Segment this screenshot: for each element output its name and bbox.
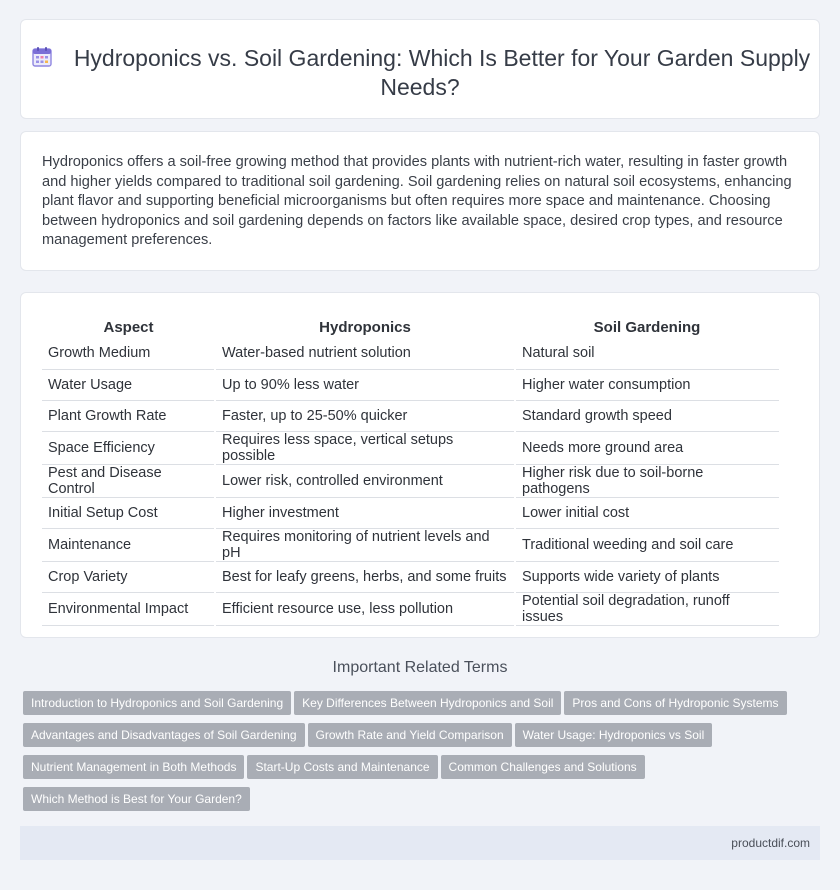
table-cell: Space Efficiency (42, 431, 215, 464)
table-row (42, 497, 779, 528)
comparison-table (42, 316, 779, 626)
column-header-soil-gardening: Soil Gardening (593, 318, 701, 336)
related-terms-list (23, 691, 803, 819)
table-cell: Higher risk due to soil-borne pathogens (515, 464, 779, 497)
table-cell: Requires less space, vertical setups possible (215, 431, 515, 464)
footer-site-link[interactable]: productdif.com (731, 836, 810, 850)
table-cell: Standard growth speed (515, 400, 779, 431)
table-cell: Natural soil (515, 338, 779, 369)
table-cell: Environmental Impact (42, 592, 215, 625)
comparison-card (20, 292, 820, 638)
table-cell: Traditional weeding and soil care (515, 528, 779, 561)
table-row (42, 528, 779, 561)
table-cell: Requires monitoring of nutrient levels and pH (215, 528, 515, 561)
related-term-tag[interactable]: Key Differences Between Hydroponics and Soil (294, 691, 561, 715)
related-term-tag[interactable]: Water Usage: Hydroponics vs Soil (515, 723, 713, 747)
table-cell: Water Usage (42, 369, 215, 400)
related-terms-heading: Important Related Terms (332, 659, 508, 676)
page-title: Hydroponics vs. Soil Gardening: Which Is Better for Your Garden Supply Needs? (73, 45, 811, 100)
column-header-hydroponics: Hydroponics (319, 318, 411, 336)
related-term-tag[interactable]: Nutrient Management in Both Methods (23, 755, 244, 779)
table-row (42, 338, 779, 369)
header-card (20, 19, 820, 119)
related-term-tag[interactable]: Which Method is Best for Your Garden? (23, 787, 250, 811)
table-cell: Efficient resource use, less pollution (215, 592, 515, 625)
related-term-tag[interactable]: Introduction to Hydroponics and Soil Gardening (23, 691, 291, 715)
related-term-tag[interactable]: Advantages and Disadvantages of Soil Gardening (23, 723, 305, 747)
table-cell: Up to 90% less water (215, 369, 515, 400)
page-title-wrap (21, 44, 819, 102)
table-cell: Needs more ground area (515, 431, 779, 464)
table-cell: Best for leafy greens, herbs, and some fruits (215, 561, 515, 592)
table-cell: Supports wide variety of plants (515, 561, 779, 592)
table-cell: Growth Medium (42, 338, 215, 369)
table-cell: Pest and Disease Control (42, 464, 215, 497)
table-cell: Faster, up to 25-50% quicker (215, 400, 515, 431)
table-row (42, 369, 779, 400)
table-cell: Lower risk, controlled environment (215, 464, 515, 497)
table-row (42, 431, 779, 464)
intro-paragraph: Hydroponics offers a soil-free growing method that provides plants with nutrient-rich water, resulting in faster growth and higher yields compared to traditional soil gardening. Soil gardening relies on natural soil ecosystems, enhancing plant flavor and supporting beneficial microorganisms but often requires more space and maintenance. Choosing between hydroponics and soil gardening depends on factors like available space, desired crop types, and resource management preferences. (42, 154, 792, 249)
table-cell: Higher water consumption (515, 369, 779, 400)
table-cell: Initial Setup Cost (42, 497, 215, 528)
related-term-tag[interactable]: Pros and Cons of Hydroponic Systems (564, 691, 786, 715)
table-header-row (42, 316, 779, 338)
table-cell: Maintenance (42, 528, 215, 561)
related-term-tag[interactable]: Start-Up Costs and Maintenance (247, 755, 437, 779)
table-cell: Higher investment (215, 497, 515, 528)
calendar-grid-icon (30, 45, 54, 69)
related-term-tag[interactable]: Common Challenges and Solutions (441, 755, 645, 779)
table-cell: Plant Growth Rate (42, 400, 215, 431)
footer-bar (20, 826, 820, 860)
table-cell: Crop Variety (42, 561, 215, 592)
table-row (42, 400, 779, 431)
related-term-tag[interactable]: Growth Rate and Yield Comparison (308, 723, 512, 747)
table-cell: Lower initial cost (515, 497, 779, 528)
table-row (42, 592, 779, 625)
table-cell: Potential soil degradation, runoff issues (515, 592, 779, 625)
table-row (42, 561, 779, 592)
table-row (42, 464, 779, 497)
column-header-aspect: Aspect (103, 318, 154, 336)
intro-card (20, 131, 820, 271)
table-cell: Water-based nutrient solution (215, 338, 515, 369)
